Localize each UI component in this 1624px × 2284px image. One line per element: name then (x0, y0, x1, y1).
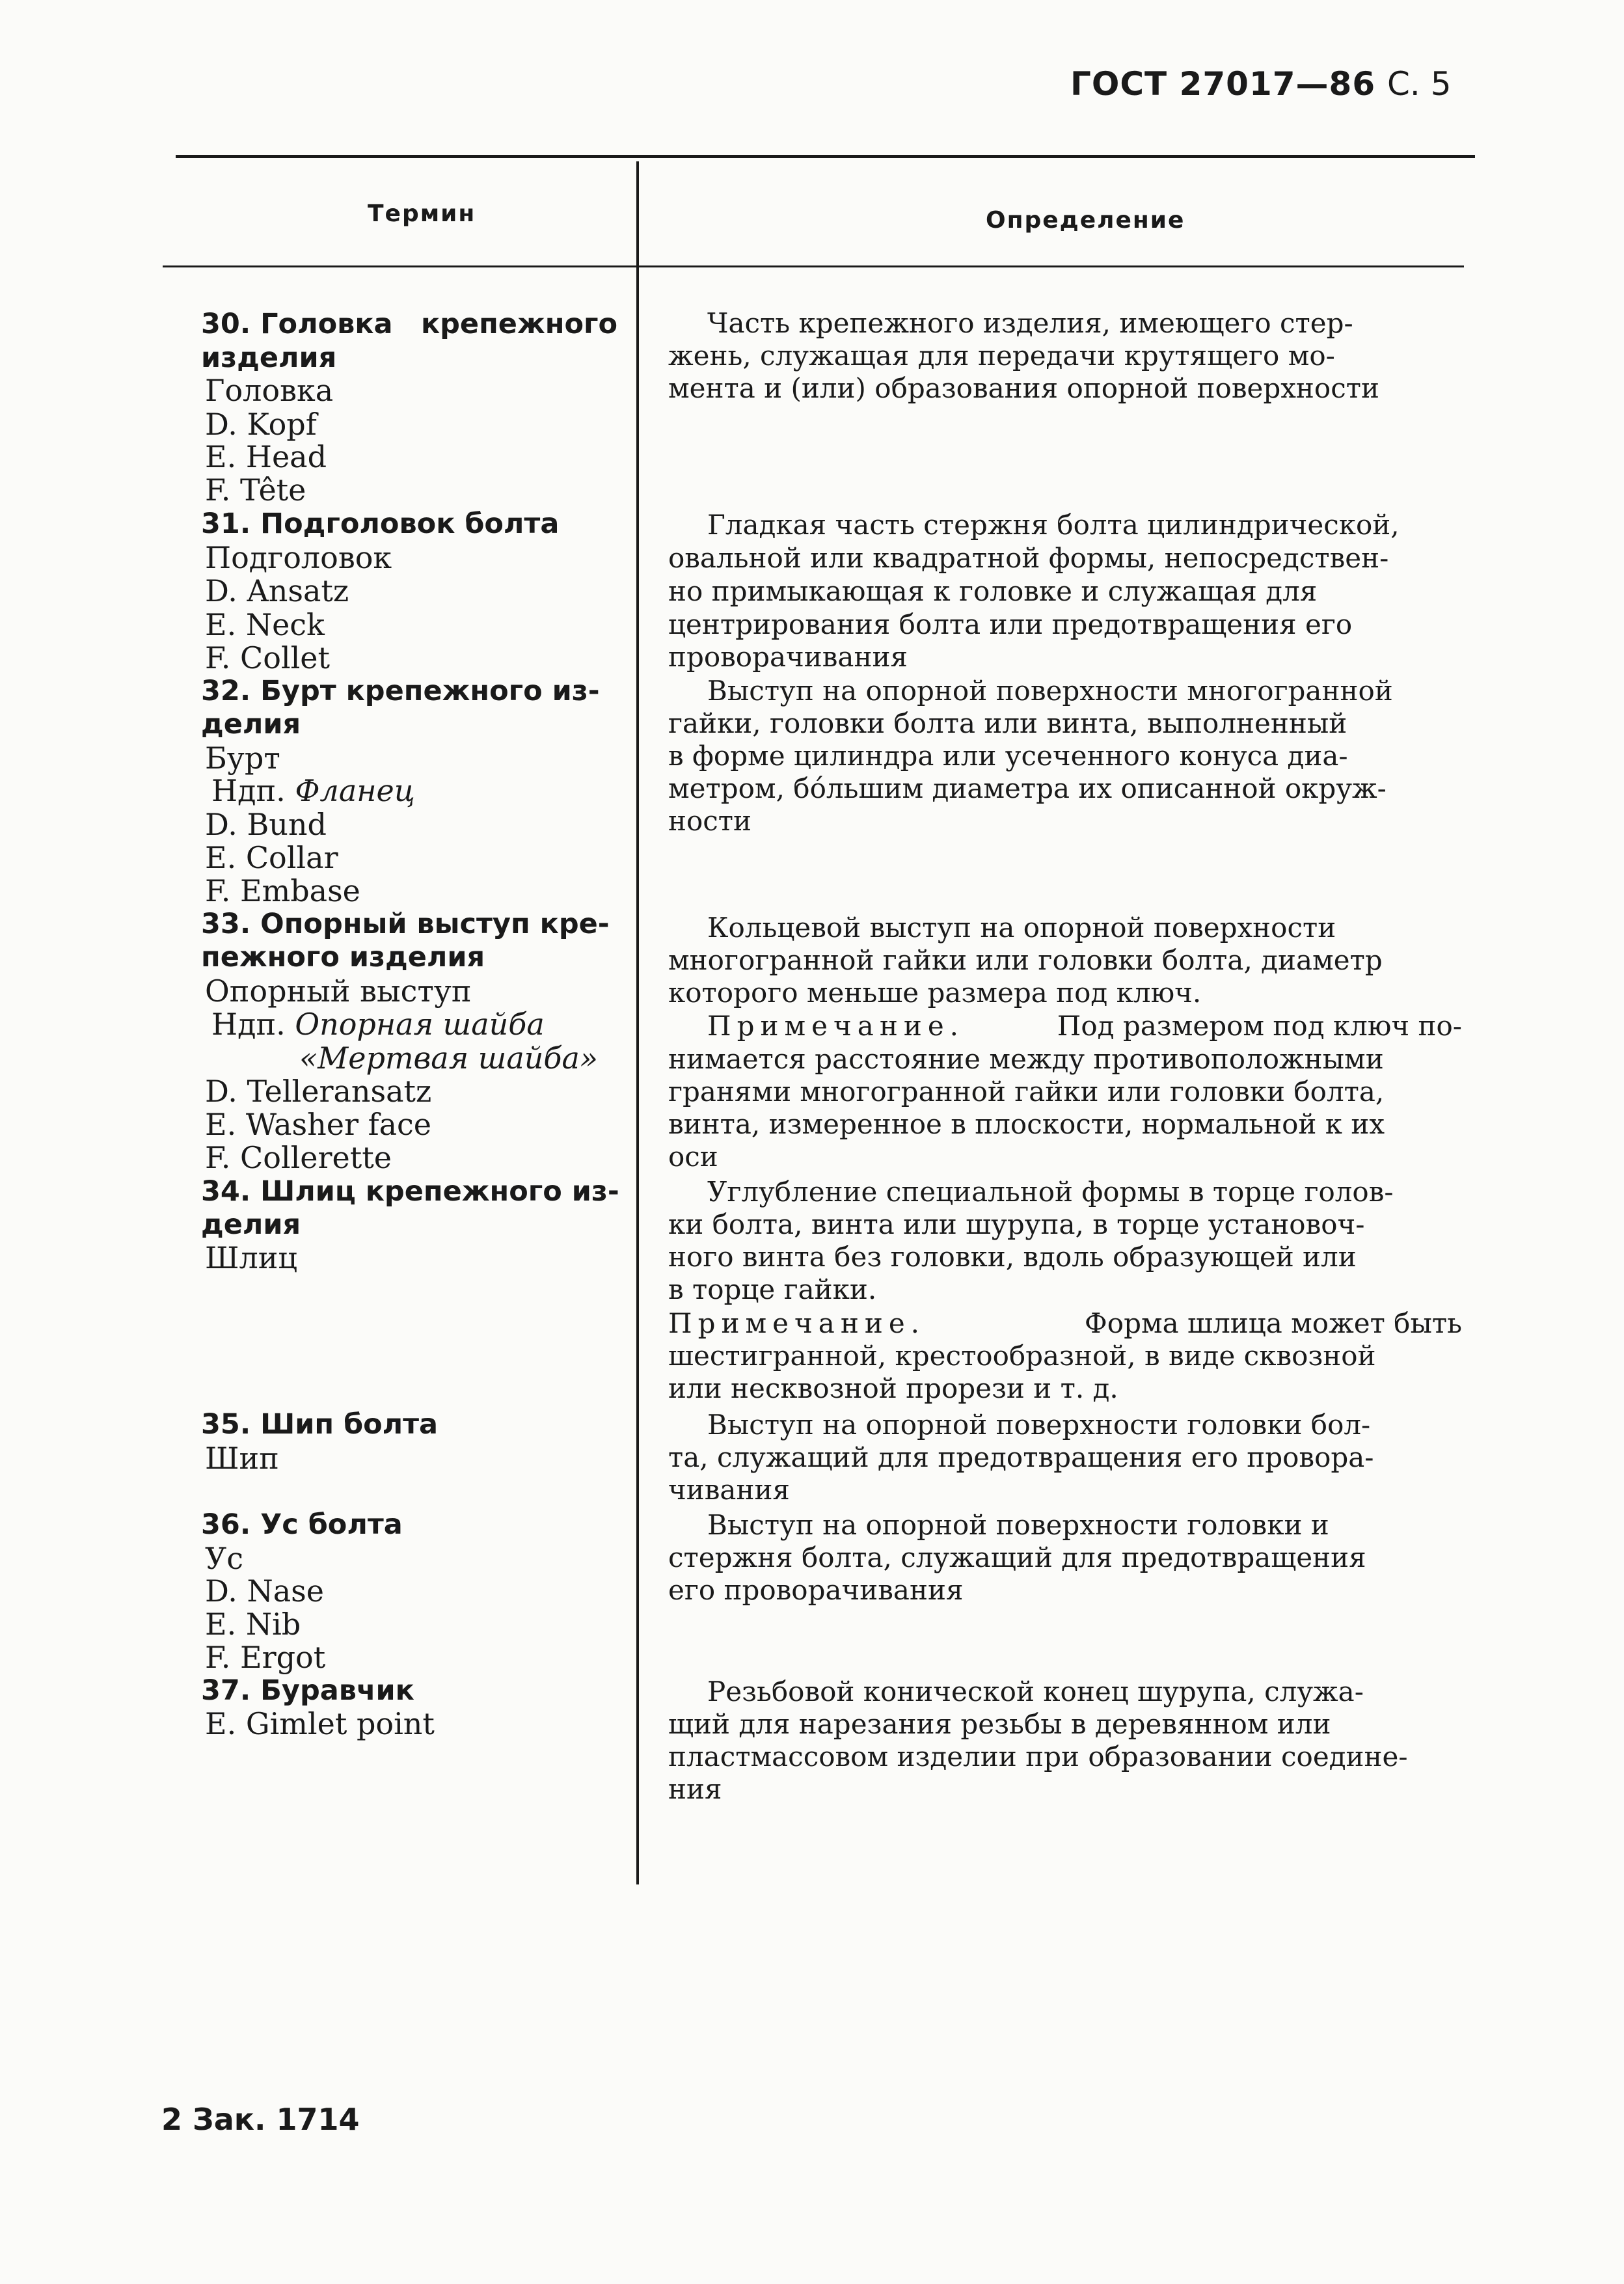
term-34-title-cont: делия (201, 1208, 301, 1241)
def-36-line-3: его проворачивания (668, 1575, 964, 1606)
term-30-en: E. Head (205, 439, 327, 474)
def-33-line-2: многогранной гайки или головки болта, диаметр (668, 945, 1383, 976)
def-37-line-2: щий для нарезания резьбы в деревянном или (668, 1709, 1331, 1740)
def-32-line-1: Выступ на опорной поверхности многогранной (707, 675, 1393, 707)
term-35-title: 35. Шип болта (201, 1408, 439, 1441)
term-33-fr: F. Collerette (205, 1140, 392, 1175)
column-divider (636, 161, 639, 1884)
def-35-line-1: Выступ на опорной поверхности головки бол- (707, 1409, 1371, 1441)
def-32-line-3: в форме цилиндра или усеченного конуса диа- (668, 741, 1348, 772)
def-33-note-1: Примечание. Под размером под ключ по- (707, 1011, 1462, 1042)
term-31-en: E. Neck (205, 607, 325, 642)
def-30-line-1: Часть крепежного изделия, имеющего стер- (707, 308, 1353, 339)
def-30-line-3: мента и (или) образования опорной поверхности (668, 373, 1379, 404)
def-36-line-1: Выступ на опорной поверхности головки и (707, 1510, 1329, 1541)
def-35-line-2: та, служащий для предотвращения его провора- (668, 1442, 1374, 1473)
page-number: С. 5 (1387, 65, 1452, 103)
term-30-title-cont: изделия (201, 342, 337, 374)
term-32-en: E. Collar (205, 840, 338, 875)
table-header-rule (163, 265, 1464, 267)
def-31-line-1: Гладкая часть стержня болта цилиндрической, (707, 510, 1400, 541)
def-34-line-4: в торце гайки. (668, 1274, 877, 1305)
term-36-title: 36. Ус болта (201, 1508, 403, 1541)
column-header-definition: Определение (986, 207, 1185, 234)
def-35-line-3: чивания (668, 1475, 790, 1506)
term-31-title: 31. Подголовок болта (201, 508, 560, 540)
term-36-fr: F. Ergot (205, 1640, 326, 1675)
def-37-line-4: ния (668, 1774, 722, 1805)
term-37-title: 37. Буравчик (201, 1674, 414, 1707)
def-34-line-3: ного винта без головки, вдоль образующей или (668, 1242, 1357, 1273)
column-header-term: Термин (368, 200, 476, 227)
term-32-deprecated: Ндп. Фланец (211, 773, 415, 808)
term-33-deprecated: Ндп. Опорная шайба (211, 1007, 545, 1042)
table-top-rule (176, 155, 1475, 158)
def-30-line-2: жень, служащая для передачи крутящего мо- (668, 340, 1335, 372)
term-33-de: D. Telleransatz (205, 1074, 432, 1109)
term-30-title: 30. Головка крепежного (201, 308, 617, 340)
term-36-en: E. Nib (205, 1607, 301, 1642)
def-37-line-1: Резьбовой конической конец шурупа, служа- (707, 1676, 1364, 1707)
def-37-line-3: пластмассовом изделии при образовании соедине- (668, 1741, 1408, 1773)
def-33-note-4: винта, измеренное в плоскости, нормальной к их (668, 1109, 1385, 1140)
term-34-short: Шлиц (205, 1240, 297, 1275)
term-33-en: E. Washer face (205, 1107, 432, 1142)
def-31-line-4: центрирования болта или предотвращения его (668, 609, 1353, 640)
term-36-de: D. Nase (205, 1573, 324, 1609)
def-33-note-2: нимается расстояние между противоположными (668, 1044, 1384, 1075)
term-33-short: Опорный выступ (205, 973, 472, 1009)
term-32-title-cont: делия (201, 708, 301, 741)
term-33-title: 33. Опорный выступ кре- (201, 908, 610, 940)
order-footer: 2 Зак. 1714 (161, 2102, 360, 2137)
term-30-de: D. Kopf (205, 407, 317, 442)
def-34-line-1: Углубление специальной формы в торце голов- (707, 1176, 1394, 1208)
term-30-short: Головка (205, 373, 334, 408)
term-33-title-cont: пежного изделия (201, 941, 485, 973)
def-34-line-2: ки болта, винта или шурупа, в торце установоч- (668, 1209, 1365, 1240)
term-35-short: Шип (205, 1441, 279, 1476)
def-32-line-4: метром, бóльшим диаметра их описанной окруж- (668, 773, 1387, 804)
term-31-fr: F. Collet (205, 640, 331, 675)
term-32-fr: F. Embase (205, 873, 360, 908)
term-31-short: Подголовок (205, 540, 392, 575)
def-34-note-2: шестигранной, крестообразной, в виде сквозной (668, 1340, 1376, 1372)
term-32-short: Бурт (205, 741, 280, 776)
term-32-de: D. Bund (205, 807, 327, 842)
def-31-line-5: проворачивания (668, 642, 908, 673)
term-37-en: E. Gimlet point (205, 1706, 435, 1741)
def-34-note-1: Примечание. Форма шлица может быть (668, 1308, 1462, 1339)
def-33-note-3: гранями многогранной гайки или головки болта, (668, 1076, 1385, 1108)
def-31-line-3: но примыкающая к головке и служащая для (668, 576, 1318, 607)
term-30-fr: F. Tête (205, 472, 306, 508)
def-32-line-5: ности (668, 806, 752, 837)
note-label: Примечание. (707, 1011, 965, 1042)
def-32-line-2: гайки, головки болта или винта, выполненный (668, 708, 1347, 739)
note-label: Примечание. (668, 1308, 926, 1339)
def-31-line-2: овальной или квадратной формы, непосредствен- (668, 543, 1389, 574)
standard-code: ГОСТ 27017—86 (1070, 65, 1376, 103)
def-33-line-1: Кольцевой выступ на опорной поверхности (707, 912, 1336, 944)
def-33-line-3: которого меньше размера под ключ. (668, 977, 1202, 1009)
term-34-title: 34. Шлиц крепежного из- (201, 1175, 619, 1208)
term-31-de: D. Ansatz (205, 573, 349, 608)
def-36-line-2: стержня болта, служащий для предотвращения (668, 1542, 1366, 1573)
term-36-short: Ус (205, 1541, 244, 1576)
term-32-title: 32. Бурт крепежного из- (201, 675, 600, 707)
def-34-note-3: или несквозной прорези и т. д. (668, 1373, 1118, 1404)
def-33-note-5: оси (668, 1141, 718, 1173)
term-33-deprecated-2: «Мертвая шайба» (299, 1040, 599, 1076)
